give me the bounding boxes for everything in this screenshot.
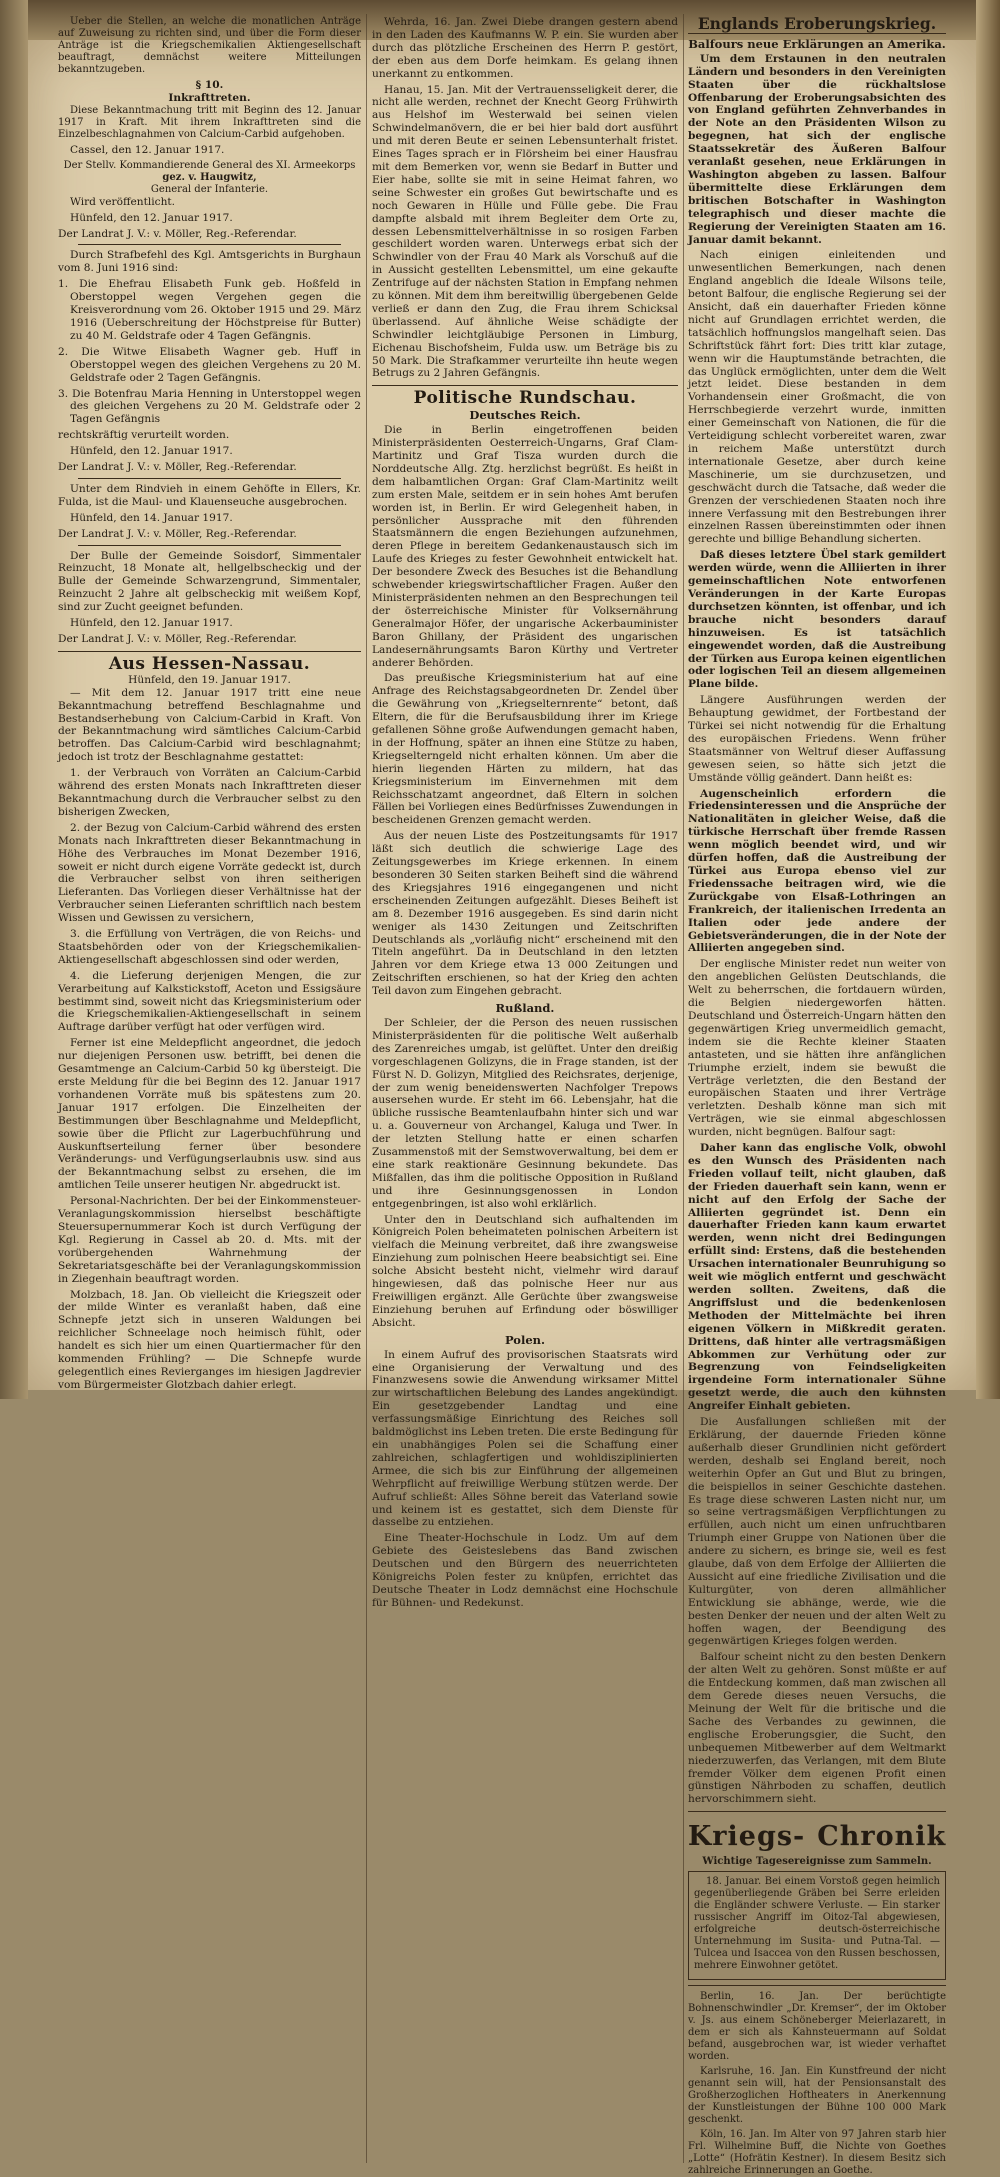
article-title-englands-eroberungskrieg: Englands Eroberungskrieg. [688, 18, 946, 34]
dateline: Hünfeld, den 19. Januar 1917. [128, 673, 291, 686]
article-paragraph: Eine Theater-Hochschule in Lodz. Um auf dem Gebiete des Geisteslebens das Band zwischen Deutschen und den Bürgern des neuerrichteten Königreichs Polen fester zu knüpfen, errichtet das Deutsche Theater in Lodz demnächst eine Hochschule für Bühnen- und Redekunst. [372, 1532, 678, 1609]
article-wehrda: Wehrda, 16. Jan. Zwei Diebe drangen gestern abend in den Laden des Kaufmanns W. P. ein. Sie wurden aber durch das plötzliche Erscheinen des Herrn P. gestört, der eben aus dem Dorfe heimkam. Es gelang ihnen unerkannt zu entkommen. [372, 16, 678, 80]
landrat-signature: Der Landrat J. V.: v. Möller, Reg.-Referendar. [58, 461, 297, 474]
news-item-berlin: Berlin, 16. Jan. Der berüchtigte Bohnenschwindler „Dr. Kremser“, der im Oktober v. Js. aus einem Schöneberger Meierlazarett, in dem er sich als Kahnsteuermann auf Soldat befand, ausgebrochen war, ist wieder verhaftet worden. [688, 1991, 946, 2063]
strafbefehl-end: rechtskräftig verurteilt worden. [58, 429, 230, 442]
landrat-signature: Der Landrat J. V.: v. Möller, Reg.-Referendar. [58, 227, 297, 240]
news-item-koeln: Köln, 16. Jan. Im Alter von 97 Jahren starb hier Frl. Wilhelmine Buff, die Nichte von Goethes „Lotte“ (Hofrätin Kestner). In diesem Besitz sich zahlreiche Erinnerungen an Goethe. [688, 2129, 946, 2177]
divider [372, 385, 678, 386]
signature-rank: General der Infanterie. [150, 183, 269, 195]
published-note: Wird veröffentlicht. [70, 195, 176, 208]
strafbefehl-intro: Durch Strafbefehl des Kgl. Amtsgerichts in Burghaun vom 8. Juni 1916 sind: [58, 249, 361, 275]
article-paragraph: Das preußische Kriegsministerium hat auf eine Anfrage des Reichstagsabgeordneten Dr. Zendel über die Gewährung von „Kriegselternrente“ betont, daß Eltern, die für die Berufsausbildung ihrer im Kriege gefallenen Söhne große Aufwendungen gemacht haben, in der Hoffnung, später an ihnen eine Stütze zu haben, Kriegselterngeld nicht erhalten können. Um aber die hierin liegenden Härten zu mildern, hat das Kriegsministerium im Einvernehmen mit dem Reichsschatzamt angeordnet, daß Eltern in solchen Fällen bei Vorliegen eines Bedürfnisses Zuwendungen in bescheidenen Grenzen gemacht werden. [372, 672, 678, 827]
divider [688, 1811, 946, 1812]
section-number: § 10. [195, 79, 224, 91]
article-paragraph: Aus der neuen Liste des Postzeitungsamts für 1917 läßt sich deutlich die schwierige Lage des Zeitungsgewerbes im Kriege erkennen. In einem besonderen 30 Seiten starken Beiheft sind die während des Kriegsjahres 1916 eingegangenen und nicht erscheinenden Zeitungen aufgezählt. Dieses Beiheft ist am 8. Dezember 1916 ausgegeben. Es sind darin nicht weniger als 1430 Zeitungen und Zeitschriften Deutschlands als „vorläufig nicht“ erscheinend mit den Titeln angeführt. Da in Deutschland in den letzten Jahren vor dem Kriege etwa 13 000 Zeitungen und Zeitschriften erschienen, so hat der Krieg den achten Teil davon zum Eingehen gebracht. [372, 830, 678, 998]
subheading-polen: Polen. [504, 1332, 546, 1347]
list-item: 1. Die Ehefrau Elisabeth Funk geb. Hoßfeld in Oberstoppel wegen Vergehen gegen die Kreisverordnung vom 26. Oktober 1915 und 29. März 1916 (Ueberschreitung der Höchstpreise für Butter) zu 40 M. Geldstrafe oder 4 Tagen Gefängnis. [58, 278, 361, 342]
kriegs-chronik-word-left: Kriegs- [687, 1820, 806, 1852]
news-item-karlsruhe: Karlsruhe, 16. Jan. Ein Kunstfreund der nicht genannt sein will, hat der Pensionsanstalt des Großherzoglichen Hoftheaters in Anerkennung der Kunstleistungen der Bühne 100 000 Mark geschenkt. [688, 2066, 946, 2126]
article-paragraph: Personal-Nachrichten. Der bei der Einkommensteuer-Veranlagungskommission hierselbst beschäftigte Steuersupernummerar Koch ist durch Verfügung der Kgl. Regierung in Cassel ab 20. d. Mts. mit der vorübergehenden Wahrnehmung der Sekretariatsgeschäfte bei der Veranlagungskommission in Ziegenhain beauftragt worden. [58, 1195, 361, 1285]
list-item: 4. die Lieferung derjenigen Mengen, die zur Verarbeitung auf Kalkstickstoff, Aceton und Essigsäure bestimmt sind, soweit nicht das Kriegsministerium oder die Kriegschemikalien-Aktiengesellschaft in seinem Auftrage darüber verfügt hat oder verfügen wird. [58, 969, 361, 1034]
kriegs-chronik-word-right: Chronik [817, 1820, 947, 1852]
dateline: Hünfeld, den 12. Januar 1917. [70, 445, 233, 458]
article-paragraph: Molzbach, 18. Jan. Ob vielleicht die Kriegszeit oder der milde Winter es veranlaßt haben, daß eine Schnepfe jetzt sich in unseren Waldungen bei reichlicher Schneelage noch heimisch fühlt, oder handelt es sich hier um einen Quartiermacher für den kommenden Frühling? — Die Schnepfe wurde gelegentlich eines Revierganges im hiesigen Jagdrevier vom Bürgermeister Glotzbach dahier erlegt. [58, 1288, 361, 1391]
article-paragraph: Augenscheinlich erfordern die Friedensinteressen und die Ansprüche der Nationalitäten in gleicher Weise, daß die türkische Herrschaft über fremde Rassen wenn möglich beendet wird, und wir dürfen hoffen, daß die Austreibung der Türkei aus Europa ebenso viel zur Friedenssache beitragen wird, wie die Zurückgabe von Elsaß-Lothringen an Frankreich, der italienischen Irredenta an Italien oder jede andere der Gebietsveränderungen, die in der Note der Alliierten angegeben sind. [688, 787, 946, 955]
signature-title: Der Stellv. Kommandierende General des XI. Armeekorps [63, 159, 356, 171]
list-item: 2. der Bezug von Calcium-Carbid während des ersten Monats nach Inkrafttreten dieser Bekanntmachung in Höhe des Verbrauches im Monat Dezember 1916, soweit er nicht durch eigene Vorräte gedeckt ist, durch die Verbraucher selbst von ihren seitherigen Lieferanten. Das Vorliegen dieser Verhältnisse hat der Verbraucher seinen Lieferanten schriftlich nach bestem Wissen und Gewissen zu versichern, [58, 821, 361, 925]
divider [78, 478, 341, 479]
dateline: Hünfeld, den 14. Januar 1917. [70, 511, 233, 524]
chronik-entry: 18. Januar. Bei einem Vorstoß gegen heimlich gegenüberliegende Gräben bei Serre erleiden die Engländer schwere Verluste. — Ein starker russischer Angriff im Oitoz-Tal abgewiesen, erfolgreiche deutsch-österreichische Unternehmung im Susita- und Putna-Tal. — Tulcea und Isaccea von den Russen beschossen, mehrere Einwohner getötet. [694, 1876, 940, 1972]
article-paragraph: Daß dieses letztere Übel stark gemildert werden würde, wenn die Alliierten in ihrer gemeinschaftlichen Note entworfenen Veränderungen in der Karte Europas durchsetzen könnten, ist offenbar, und ich brauche nicht besonders darauf hinzuweisen. Es ist tatsächlich eingewendet worden, daß die Austreibung der Türken aus Europa keinen eigentlichen oder logischen Teil an diesem allgemeinen Plane bilde. [688, 549, 946, 691]
landrat-signature: Der Landrat J. V.: v. Möller, Reg.-Referendar. [58, 527, 297, 540]
kriegs-chronik-box [688, 1871, 946, 1980]
article-paragraph: Der englische Minister redet nun weiter von den angeblichen Gelüsten Deutschlands, die Welt zu beherrschen, die fortdauern würden, die Belgien niedergeworfen hätten. Deutschland und Österreich-Ungarn hätten den gegenwärtigen Krieg unvermeidlich gemacht, indem sie die Rechte kleiner Staaten antasteten, und sie hätten ihre anfänglichen Triumphe erzielt, indem sie bewußt die Verträge verletzten, die den Bestand der europäischen Staaten und ihrer Verträge verletzten. Deshalb könne man sich mit Verträgen, wie sie einmal abgeschlossen wurden, nicht begnügen. Balfour sagt: [688, 958, 946, 1139]
landrat-signature: Der Landrat J. V.: v. Möller, Reg.-Referendar. [58, 633, 297, 645]
article-paragraph: Daher kann das englische Volk, obwohl es den Wunsch des Präsidenten nach Frieden vollauf teilt, nicht glauben, daß der Frieden dauerhaft sein kann, wenn er nicht auf den Erfolg der Sache der Alliierten gegründet ist. Denn ein dauerhafter Frieden kann kaum erwartet werden, wenn nicht drei Bedingungen erfüllt sind: Erstens, daß die bestehenden Ursachen internationaler Beunruhigung so weit wie möglich entfernt und geschwächt werden sollten. Zweitens, daß die Angriffslust und die bedenkenlosen Methoden der Mittelmächte bei ihren eigenen Völkern in Mißkredit geraten. Drittens, daß hinter alle vertragsmäßigen Abkommen zur Verhütung oder zur Begrenzung von Feindseligkeiten irgendeine Form internationaler Sühne gesetzt werde, die auch den kühnsten Angreifer Einhalt gebieten. [688, 1142, 946, 1413]
scan-left-edge [0, 0, 28, 1399]
article-paragraph: — Mit dem 12. Januar 1917 tritt eine neue Bekanntmachung betreffend Beschlagnahme und Bestandserhebung von Calcium-Carbid in Kraft. Von der Bekanntmachung wird sämtliches Calcium-Carbid betroffen. Das Calcium-Carbid wird beschlagnahmt; jedoch ist trotz der Beschlagnahme gestattet: [58, 686, 361, 764]
column-rule-1 [366, 14, 367, 2163]
dateline: Hünfeld, den 12. Januar 1917. [70, 211, 233, 224]
list-item: 1. der Verbrauch von Vorräten an Calcium-Carbid während des ersten Monats nach Inkrafttreten dieser Bekanntmachung durch die Verbraucher selbst zu den bisherigen Zwecken, [58, 767, 361, 818]
article-paragraph: Um dem Erstaunen in den neutralen Ländern und besonders in den Vereinigten Staaten über die rückhaltslose Offenbarung der Eroberungsabsichten des von England geführten Zehnverbandes in der Note an den Präsidenten Wilson zu begegnen, hat sich der englische Staatssekretär des Äußeren Balfour veranlaßt gesehen, neue Erklärungen in Washington abgeben zu lassen. Balfour übermittelte diese Erklärungen dem britischen Botschafter in Washington telegraphisch und dieser machte die Regierung der Vereinigten Staaten am 16. Januar damit bekannt. [688, 52, 946, 246]
column-rule-2 [683, 14, 684, 2163]
article-paragraph: Der Schleier, der die Person des neuen russischen Ministerpräsidenten für die politische Welt außerhalb des Zarenreiches umgab, ist gelüftet. Unter den dreißig vorgeschlagenen Golizyns, die in Frage standen, ist der Fürst N. D. Golizyn, Mitglied des Reichsrates, derjenige, der zum wenig beneidenswerten Nachfolger Trepows ausersehen wurde. Er steht im 66. Lebensjahr, hat die übliche russische Beamtenlaufbahn hinter sich und war u. a. Gouverneur von Archangel, Kaluga und Twer. In der letzten Stellung hatte er einen scharfen Zusammenstoß mit der Semstwoverwaltung, bei dem er eine stark reaktionäre Gesinnung bekundete. Das Mißfallen, das ihm die politische Opposition in Rußland und ihre Gesinnungsgenossen in London entgegenbringen, ist also wohl erklärlich. [372, 1016, 678, 1210]
kriegs-chronik-header [688, 1820, 946, 1854]
subheading-deutsches-reich: Deutsches Reich. [469, 408, 581, 423]
article-paragraph: Längere Ausführungen werden der Behauptung gewidmet, der Fortbestand der Türkei sei nicht notwendig für die Erhaltung des europäischen Friedens. Wenn früher Staatsmänner von Weltruf dieser Auffassung gewesen seien, so hätte sich jetzt die Umstände völlig geändert. Dann heißt es: [688, 694, 946, 784]
section-heading-politische-rundschau: Politische Rundschau. [413, 388, 637, 409]
divider [78, 545, 341, 546]
section-heading-hessen-nassau: Aus Hessen-Nassau. [108, 653, 311, 674]
divider [78, 244, 341, 245]
scan-right-edge [976, 0, 1000, 1399]
divider [688, 1985, 946, 1986]
article-paragraph: Balfour scheint nicht zu den besten Denkern der alten Welt zu gehören. Sonst müßte er auf die Entdeckung kommen, daß man zwischen all dem Gerede dieses neuen Versuchs, die Meinung der Welt für die britische und die Sache des Verbandes zu gewinnen, die englische Eroberungsgier, die Sucht, den unbequemen Mitbewerber auf dem Weltmarkt niederzuwerfen, das Verlangen, mit dem Blute fremder Völker dem eigenen Profit einen günstigen Nährboden zu schaffen, deutlich hervorschimmern sieht. [688, 1651, 946, 1806]
column-right [687, 14, 947, 2177]
list-item: 3. die Erfüllung von Verträgen, die von Reichs- und Staatsbehörden oder von der Kriegschemikalien-Aktiengesellschaft abgeschlossen sind oder werden, [58, 928, 361, 966]
divider [58, 651, 361, 652]
article-paragraph: Die in Berlin eingetroffenen beiden Ministerpräsidenten Oesterreich-Ungarns, Graf Clam-Martinitz und Graf Tisza wurden durch die Norddeutsche Allg. Ztg. herzlichst begrüßt. Es heißt in dem halbamtlichen Organ: Graf Clam-Martinitz weilt zum ersten Male, seitdem er in sein hohes Amt berufen worden ist, in Berlin. Er wird Gelegenheit haben, in persönlicher Aussprache mit den führenden Staatsmännern die engen Beziehungen aufzunehmen, deren Pflege in bereitem Gedankenaustausch sich im Laufe des Krieges zu fester Gewohnheit entwickelt hat. Der besondere Zweck des Besuches ist die Behandlung schwebender kriegswirtschaftlicher Fragen. Außer den Ministerpräsidenten nehmen an den Besprechungen teil der österreichische Minister für Volksernährung Generalmajor Höfer, der ungarische Ackerbauminister Baron Ghillany, der Präsident des ungarischen Landesernährungsamts Baron Kürthy und Vertreter anderer Behörden. [372, 424, 678, 669]
article-paragraph: In einem Aufruf des provisorischen Staatsrats wird eine Organisierung der Verwaltung und des Finanzwesens sowie die Anwendung wirksamer Mittel zur wirtschaftlichen Belebung des Landes angekündigt. Ein gesetzgebender Landtag und eine verfassungsmäßige Einrichtung des Reiches soll baldmöglichst ins Leben treten. Die erste Bedingung für ein unabhängiges Polen sei die Schaffung einer zahlreichen, schlagfertigen und wohldisziplinierten Armee, die sich bis zur Einführung der allgemeinen Wehrpflicht auf freiwillige Werbung stützen werde. Der Aufruf schließt: Alles Söhne bereit das Vaterland sowie und keinem ist es gestattet, sich dem Dienste für dasselbe zu entziehen. [372, 1348, 678, 1529]
column-left [58, 16, 361, 2161]
article-subtitle: Balfours neue Erklärungen an Amerika. [688, 36, 946, 51]
column-middle [372, 16, 678, 2161]
subheading-russland: Rußland. [495, 1001, 555, 1016]
list-item: 3. Die Botenfrau Maria Henning in Unterstoppel wegen des gleichen Vergehens zu 20 M. Geldstrafe oder 2 Tagen Gefängnis [58, 387, 361, 426]
article-paragraph: Unter den in Deutschland sich aufhaltenden im Königreich Polen beheimateten polnischen Arbeitern ist vielfach die Meinung verbreitet, daß ihre zwangsweise Einziehung zum polnischen Heere beabsichtigt sei. Eine solche Absicht besteht nicht, vielmehr wird darauf hingewiesen, daß das polnische Heer nur aus Freiwilligen ergänzt. Alle Gerüchte über zwangsweise Einziehung beruhen auf Erfindung oder böswilliger Absicht. [372, 1213, 678, 1329]
intro-text: Ueber die Stellen, an welche die monatlichen Anträge auf Zuweisung zu richten sind, und über die Form dieser Anträge ist die Kriegschemikalien Aktiengesellschaft beauftragt, demnächst weitere Mitteilungen bekanntzugeben. [58, 16, 361, 75]
section-title: Inkrafttreten. [168, 91, 251, 104]
article-paragraph: Die Ausfallungen schließen mit der Erklärung, der dauernde Frieden könne außerhalb dieser Grundlinien nicht gefördert werden, deshalb sei England bereit, noch weiterhin Opfer an Gut und Blut zu bringen, die beispiellos in seiner Geschichte dastehen. Es trage diese schweren Lasten nicht nur, um so seine vertragsmäßigen Verpflichtungen zu erfüllen, auch nicht um einen unfruchtbaren Triumph einer Gruppe von Nationen über die andere zu sichern, es bringe sie, weil es fest glaube, daß von dem Erfolge der Alliierten die Aussicht auf eine friedliche Zivilisation und die Kulturgüter, von deren allmählicher Entwicklung sie abhänge, werde, wie die besten Denker der neuen und der alten Welt zu hoffen wagen, der Beendigung des gegenwärtigen Krieges folgen werden. [688, 1416, 946, 1648]
dateline: Hünfeld, den 12. Januar 1917. [70, 617, 233, 630]
article-hanau: Hanau, 15. Jan. Mit der Vertrauensseligkeit derer, die nicht alle werden, rechnet der Knecht Georg Frühwirth aus Helshof im Westerwald bei seinen vielen Schwindelmanövern, die er bei hier bald dort ausführt und mit deren Beute er seinen Lebensunterhalt fristet. Eines Tages sprach er in Flörsheim bei einer Hausfrau mit dem Bemerken vor, wenn sie Bedarf in Butter und Eier habe, sollte sie mit in seine Heimat fahren, wo seine Schwester ein großes Gut bewirtschafte und es noch Gewaren in Hülle und Fülle gebe. Die Frau dampfte alsbald mit ihrem Begleiter dem Orte zu, dessen Lebensmittelverhältnisse in so rosigen Farben geschildert worden waren. Unterwegs erbat sich der Schwindler von der Frau 40 Mark als Vorschuß auf die in Aussicht gestellten Lebensmittel, um eine gekaufte Zentrifuge auf der nächsten Station in Empfang nehmen zu können. Mit dem ihm bereitwillig übergebenen Gelde verließ er dann den Zug, die Frau ihrem Schicksal überlassend. Auf ähnliche Weise schädigte der Schwindler leichtgläubige Personen in Limburg, Eichenau Bischofsheim, Fulda usw. um Beträge bis zu 50 Mark. Die Strafkammer verurteilte ihn heute wegen Betrugs zu 2 Jahren Gefängnis. [372, 83, 678, 380]
section-text: Diese Bekanntmachung tritt mit Beginn des 12. Januar 1917 in Kraft. Mit ihrem Inkrafttreten sind die Einzelbeschlagnahmen von Calcium-Carbid aufgehoben. [58, 104, 361, 140]
article-paragraph: Nach einigen einleitenden und unwesentlichen Bemerkungen, nach denen England angeblich die Ideale Wilsons teile, betont Balfour, die englische Regierung sei der Ansicht, daß ein dauerhafter Frieden könne nicht auf Grundlagen errichtet werden, die tatsächlich hoffnungslos mangelhaft seien. Das Schriftstück fährt fort: Dies tritt klar zutage, wenn wir die Hauptumstände betrachten, die das Unglück ermöglichten, unter dem die Welt jetzt leidet. Diese bestanden in dem Vorhandensein einer Großmacht, die von Herrschbegierde verzehrt wurde, inmitten einer Gemeinschaft von Nationen, die für die Verteidigung schlecht vorbereitet waren, zwar in reichem Maße unterstützt durch internationale Gesetze, aber durch keine Maschinerie, um sie durchzusetzen, und geschwächt durch die Tatsache, daß weder die Grenzen der verschiedenen Staaten noch ihre innere Verfassung mit den Bestrebungen ihrer einzelnen Rassen übereinstimmten oder ihnen gerechte und billige Behandlung sicherten. [688, 249, 946, 546]
rindvieh-notice: Unter dem Rindvieh in einem Gehöfte in Ellers, Kr. Fulda, ist die Maul- und Klauenseuche ausgebrochen. [58, 482, 361, 508]
signature-name: gez. v. Haugwitz, [162, 171, 257, 183]
list-item: 2. Die Witwe Elisabeth Wagner geb. Huff in Oberstoppel wegen des gleichen Vergehens zu 20 M. Geldstrafe oder 2 Tagen Gefängnis. [58, 345, 361, 384]
dateline: Cassel, den 12. Januar 1917. [70, 143, 225, 156]
strafbefehl-list [58, 278, 361, 426]
bulle-notice: Der Bulle der Gemeinde Soisdorf, Simmentaler Reinzucht, 18 Monate alt, hellgelbscheckig und der Bulle der Gemeinde Schwarzengrund, Simmentaler, Reinzucht 2 Jahre alt gelbscheckig mit weißem Kopf, sind zur Zucht geeignet befunden. [58, 549, 361, 614]
kriegs-chronik-subtitle: Wichtige Tagesereignisse zum Sammeln. [702, 1856, 932, 1868]
article-paragraph: Ferner ist eine Meldepflicht angeordnet, die jedoch nur diejenigen Personen usw. betrifft, bei denen die Gesamtmenge an Calcium-Carbid 50 kg übersteigt. Die erste Meldung für die bei Beginn des 12. Januar 1917 vorhandenen Vorräte muß bis spätestens zum 20. Januar 1917 erfolgen. Die Einzelheiten der Bestimmungen über Beschlagnahme und Meldepflicht, sowie über die Pflicht zur Lagerbuchführung und Auskunftserteilung ferner über besondere Veränderungs- und Verfügungserlaubnis usw. sind aus der Bekanntmachung selbst zu ersehen, die im amtlichen Teile unserer heutigen Nr. abgedruckt ist. [58, 1037, 361, 1192]
